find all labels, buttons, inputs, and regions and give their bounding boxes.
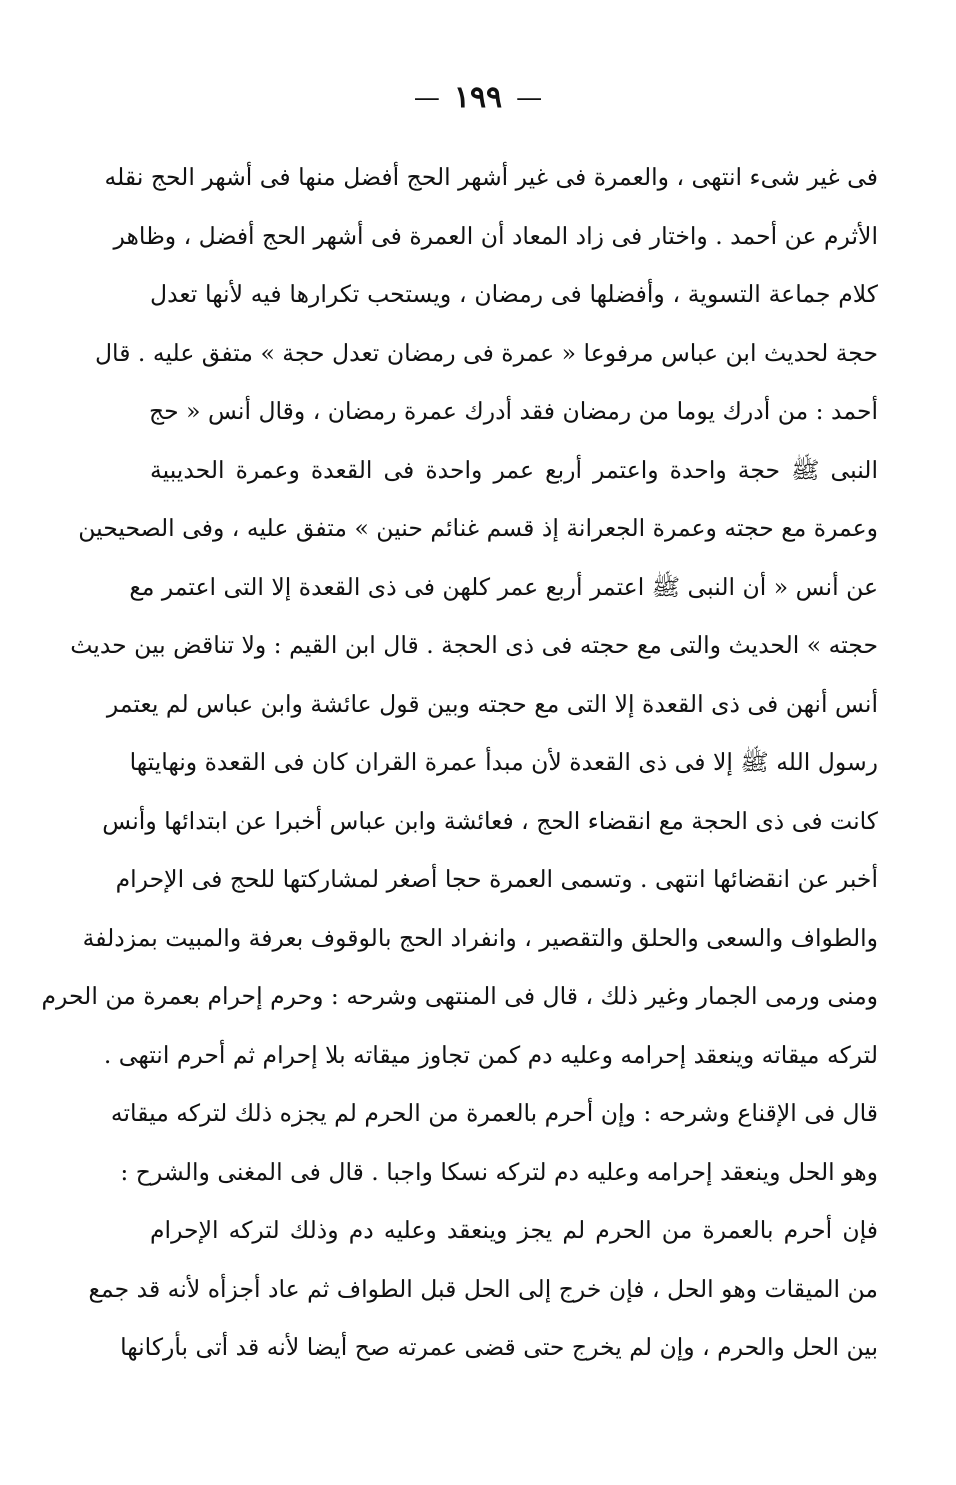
text-line: أنس أنهن فى ذى القعدة إلا التى مع حجته وبين قول عائشة وابن عباس لم يعتمر (106, 689, 878, 718)
text-line: حجته » الحديث والتى مع حجته فى ذى الحجة . قال ابن القيم : ولا تناقض بين حديث (70, 631, 878, 659)
text-line: ومنى ورمى الجمار وغير ذلك ، قال فى المنتهى وشرحه : وحرم إحرام بعمرة من الحرم (41, 982, 878, 1010)
right-dash: — (413, 83, 440, 113)
text-line: أخبر عن انقضائها انتهى . وتسمى العمرة حجا أصغر لمشاركتها للحج فى الإحرام (115, 865, 878, 893)
text-line: رسول الله ﷺ إلا فى ذى القعدة لأن مبدأ عمرة القران كان فى القعدة ونهايتها (129, 748, 878, 776)
text-line: كلام جماعة التسوية ، وأفضلها فى رمضان ، ويستحب تكرارها فيه لأنها تعدل (150, 280, 878, 308)
text-line: كانت فى ذى الحجة مع انقضاء الحج ، فعائشة وابن عباس أخبرا عن ابتدائها وأنس (102, 806, 878, 835)
text-line: فى غير شىء انتهى ، والعمرة فى غير أشهر الحج أفضل منها فى أشهر الحج نقله (104, 163, 878, 191)
text-line: أحمد : من أدرك يوما من رمضان فقد أدرك عمرة رمضان ، وقال أنس « حج (148, 397, 878, 425)
text-line: وهو الحل وينعقد إحرامه وعليه دم لتركه نسكا واجبا . قال فى المغنى والشرح : (120, 1157, 878, 1186)
text-line: عن أنس « أن النبى ﷺ اعتمر أربع عمر كلهن فى ذى القعدة إلا التى اعتمر مع (129, 572, 878, 601)
page-number: ١٩٩ (453, 80, 503, 115)
text-line: قال فى الإقناع وشرحه : وإن أحرم بالعمرة من الحرم لم يجزه ذلك لتركه ميقاته (110, 1099, 878, 1127)
text-line: من الميقات وهو الحل ، فإن خرج إلى الحل قبل الطواف ثم عاد أجزأه لأنه قد جمع (88, 1274, 878, 1303)
body-text (41, 148, 878, 1377)
text-line: وعمرة مع حجته وعمرة الجعرانة إذ قسم غنائم حنين » متفق عليه ، وفى الصحيحين (78, 514, 878, 542)
text-line: فإن أحرم بالعمرة من الحرم لم يجز وينعقد وعليه دم وذلك لتركه الإحرام (150, 1216, 878, 1244)
text-line: والطواف والسعى والحلق والتقصير ، وانفراد الحج بالوقوف بعرفة والمبيت بمزدلفة (82, 923, 878, 952)
left-dash: — (516, 83, 543, 113)
page-header (0, 78, 956, 118)
text-line: الأثرم عن أحمد . واختار فى زاد المعاد أن العمرة فى أشهر الحج أفضل ، وظاهر (113, 221, 878, 250)
text-line: النبى ﷺ حجة واحدة واعتمر أربع عمر واحدة فى القعدة وعمرة الحديبية (150, 455, 878, 484)
text-line: لتركه ميقاته وينعقد إحرامه وعليه دم كمن تجاوز ميقاته بلا إحرام ثم أحرم انتهى . (103, 1040, 878, 1069)
text-line: بين الحل والحرم ، وإن لم يخرج حتى قضى عمرته صح أيضا لأنه قد أتى بأركانها (120, 1333, 878, 1361)
text-line: حجة لحديث ابن عباس مرفوعا « عمرة فى رمضان تعدل حجة » متفق عليه . قال (94, 338, 878, 367)
